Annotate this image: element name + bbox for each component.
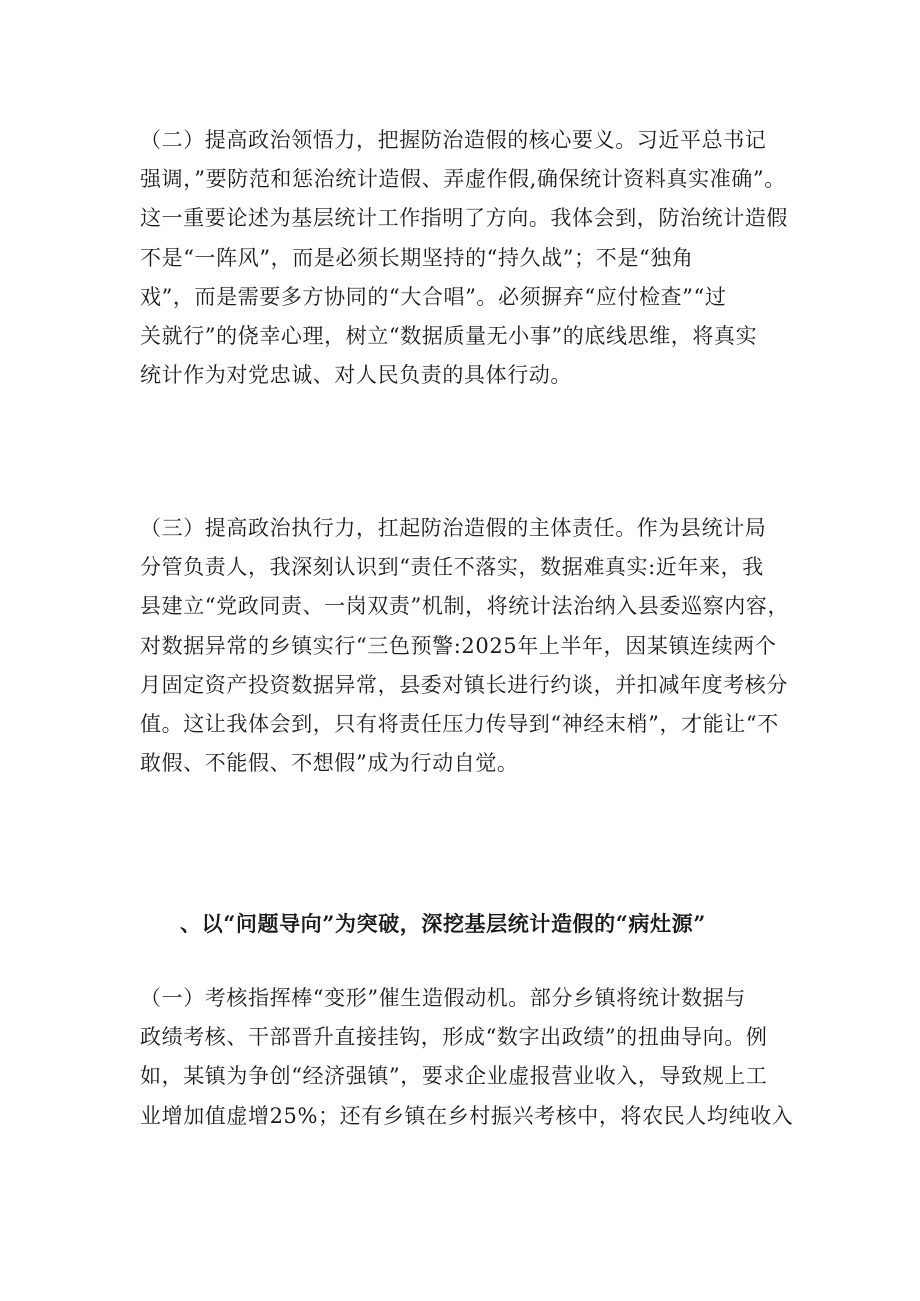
text-line: 月固定资产投资数据异常，县委对镇长进行约谈，并扣减年度考核分: [140, 672, 788, 697]
section-heading: 、以“问题导向”为突破，深挖基层统计造假的“病灶源”: [180, 911, 706, 936]
text-line: （三）提高政治执行力，扛起防治造假的主体责任。作为县统计局: [140, 516, 767, 540]
text-line: 值。这让我体会到，只有将责任压力传导到“神经末梢”，才能让“不: [140, 712, 779, 737]
text-line: 戏”，而是需要多方协同的“大合唱”。必须摒弃“应付检查”“过: [140, 284, 727, 309]
text-line: 对数据异常的乡镇实行“三色预警:2025年上半年，因某镇连续两个: [140, 633, 777, 658]
text-line: 敢假、不能假、不想假”成为行动自觉。: [140, 751, 519, 776]
text-line: 统计作为对党忠诚、对人民负责的具体行动。: [140, 363, 572, 388]
text-line: （二）提高政治领悟力，把握防治造假的核心要义。习近平总书记: [140, 128, 767, 152]
text-line: 关就行”的侥幸心理，树立“数据质量无小事”的底线思维，将真实: [140, 324, 758, 349]
paragraph-political-execution: [140, 509, 790, 783]
text-line: 分管负责人，我深刻认识到“责任不落实，数据难真实:近年来，我: [140, 555, 764, 580]
text-line: 县建立“党政同责、一岗双责”机制，将统计法治纳入县委巡察内容，: [140, 594, 790, 619]
text-line: 如，某镇为争创“经济强镇”，要求企业虚报营业收入，导致规上工: [140, 1064, 768, 1089]
text-line: 政绩考核、干部晋升直接挂钩，形成“数字出政绩”的扭曲导向。例: [140, 1025, 768, 1050]
paragraph-political-understanding: [140, 121, 790, 395]
text-line: 不是“一阵风”，而是必须长期坚持的“持久战”；不是“独角: [140, 245, 694, 270]
text-line: 强调，”要防范和惩治统计造假、弄虚作假,确保统计资料真实准确”。: [140, 167, 786, 192]
text-line: （一）考核指挥棒“变形”催生造假动机。部分乡镇将统计数据与: [140, 986, 746, 1010]
paragraph-assessment-baton: [140, 979, 794, 1136]
text-line: 这一重要论述为基层统计工作指明了方向。我体会到，防治统计造假: [140, 206, 788, 231]
text-line: 业增加值虚增25%；还有乡镇在乡村振兴考核中，将农民人均纯收入: [140, 1103, 794, 1128]
